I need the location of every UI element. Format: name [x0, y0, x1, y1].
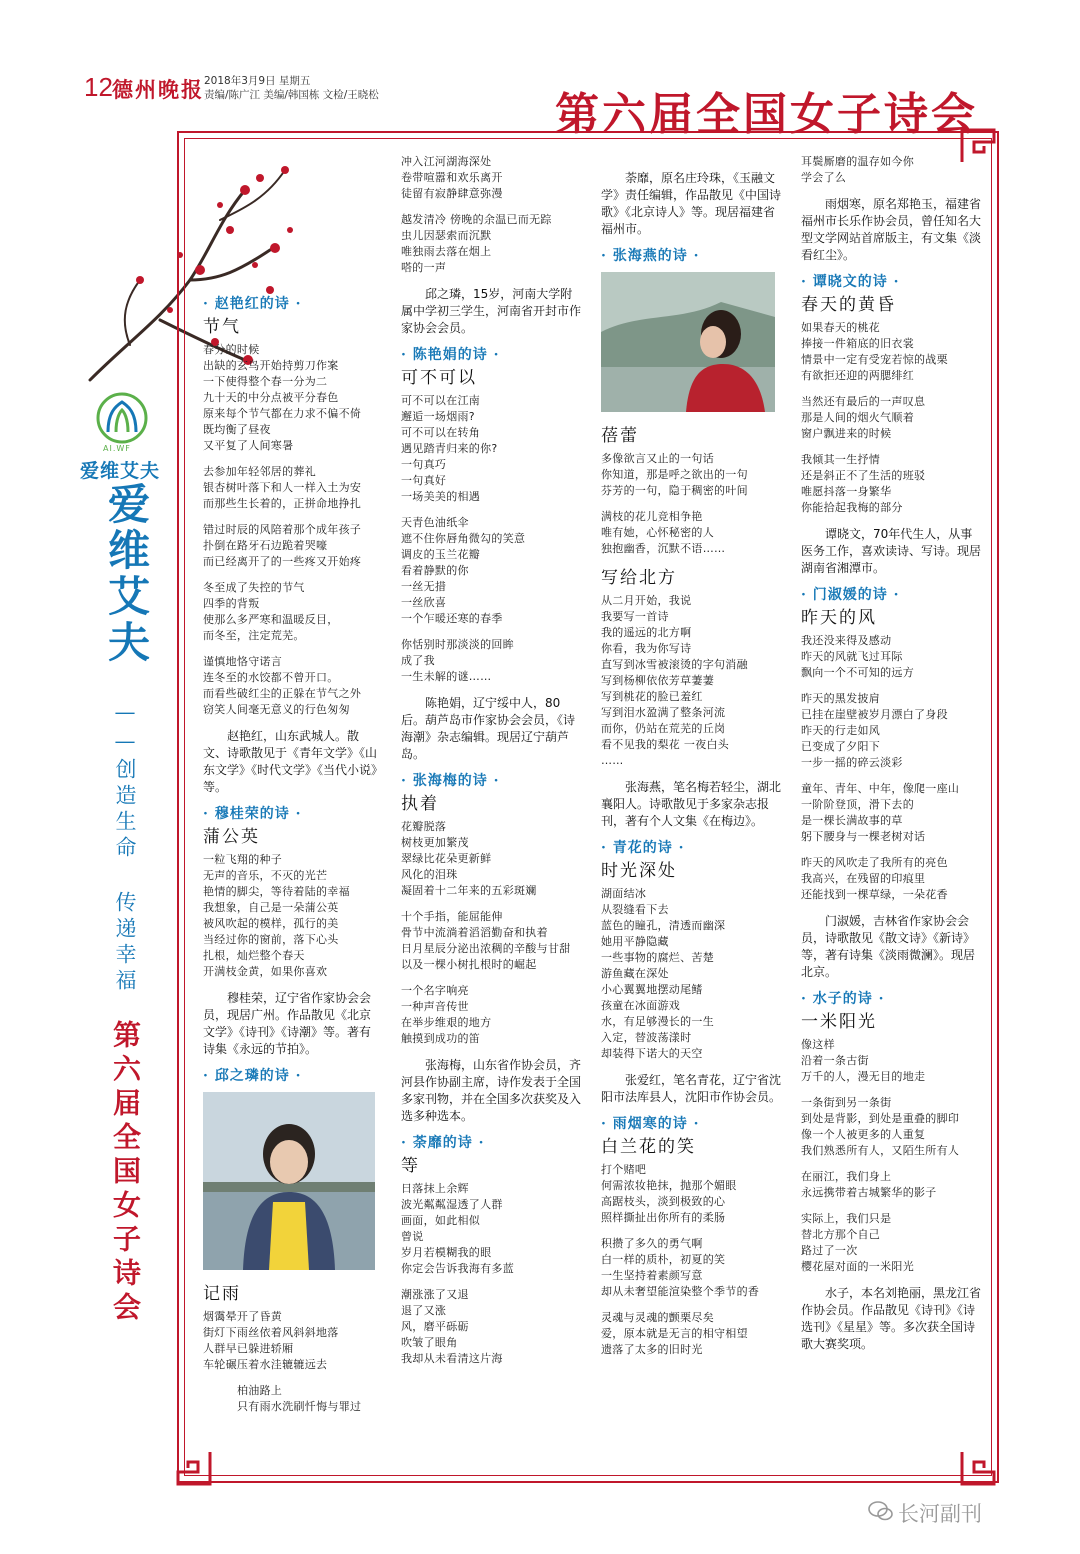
- poem-stanza: [801, 781, 981, 845]
- poem-line: 原来每个节气都在力求不偏不倚: [203, 407, 362, 420]
- poem-line: 虫儿因瑟索而沉默: [401, 229, 492, 242]
- poem-line: 打个赌吧: [601, 1163, 647, 1176]
- poem-line: 可不可以在江南: [401, 394, 481, 407]
- poem-line: 像这样: [801, 1038, 835, 1051]
- brand-logo-sub: AI.WF: [103, 444, 131, 453]
- poem-line: 错过时辰的风陪着那个成年孩子: [203, 523, 362, 536]
- poem-line: 扑倒在路牙石边跪着哭嚎: [203, 539, 328, 552]
- poem-line: 凝固着十二年来的五彩斑斓: [401, 884, 537, 897]
- poem-line: 游鱼藏在深处: [601, 967, 669, 980]
- poem-line: 被风吹起的模样，孤行的美: [203, 917, 339, 930]
- poem-line: 你恬别时那淡淡的回眸: [401, 638, 514, 651]
- poem-line: 画面，如此相似: [401, 1214, 481, 1227]
- poem-line: 却装得下诺大的天空: [601, 1047, 703, 1060]
- poem-line: 一下使得整个春一分为二: [203, 375, 328, 388]
- poem-line: 九十天的中分点被平分春色: [203, 391, 339, 404]
- poem-line: 我倾其一生抒情: [801, 453, 881, 466]
- newspaper-logo: 德州晚报: [112, 77, 204, 102]
- poem-line: 连冬至的水饺都不曾开口。: [203, 671, 339, 684]
- poem-line: 卷带喧嚣和欢乐离开: [401, 171, 503, 184]
- poem-title: 春天的黄昏: [801, 295, 896, 315]
- poem-line: 独抱幽香，沉默不语……: [601, 542, 726, 555]
- poem-line: 一个乍暖还寒的春季: [401, 612, 503, 625]
- poem-line: 而看些破红尘的正躲在节气之外: [203, 687, 362, 700]
- frame-corner-ornament-icon: [960, 1450, 996, 1486]
- section-heading: · 陈艳娟的诗 ·: [401, 347, 500, 363]
- poem-line: 邂逅一场烟雨?: [401, 410, 475, 423]
- poem-line: 在丽江，我们身上: [801, 1170, 892, 1183]
- poem-line: 以及一棵小树扎根时的崛起: [401, 958, 537, 971]
- poem-title: 蒲公英: [203, 827, 260, 847]
- brand-emblem-icon: [86, 392, 158, 444]
- poem-line: 多像欲言又止的一句话: [601, 452, 714, 465]
- author-photo: [601, 272, 781, 417]
- poem-line: 直写到冰雪被滚烫的字句消融: [601, 658, 748, 671]
- poem-stanza: [203, 342, 381, 454]
- author-bio: 穆桂荣，辽宁省作家协会会员，现居广州。作品散见《北京文学》《诗刊》《诗潮》等。著有诗集《永远的节拍》。: [203, 991, 372, 1056]
- poem-stanza: [401, 212, 581, 276]
- author-bio: 张爱红，笔名青花，辽宁省沈阳市法库县人，沈阳市作协会员。: [601, 1073, 782, 1104]
- watermark-text: 长河副刊: [898, 1502, 982, 1526]
- column-3: [601, 164, 781, 1368]
- section-heading: · 穆桂荣的诗 ·: [203, 806, 302, 822]
- poem-stanza: [203, 580, 381, 644]
- poem-line: 昨天的黑发披肩: [801, 692, 881, 705]
- date-line: 2018年3月9日 星期五: [204, 75, 311, 87]
- author-bio: 邱之璘，15岁，河南大学附属中学初三学生，河南省开封市作家协会会员。: [401, 287, 582, 335]
- poem-line: 湖面结冰: [601, 887, 647, 900]
- author-bio: 荼靡，原名庄玲珠，《玉融文学》责任编辑，作品散见《中国诗歌》《北京诗人》等。现居福建省福州市。: [601, 171, 782, 236]
- poem-line: 一些事物的腐烂、苦楚: [601, 951, 714, 964]
- author-bio: 门淑媛，吉林省作家协会会员，诗歌散见《散文诗》《新诗》等，著有诗集《淡雨微澜》。现居北京。: [801, 914, 976, 979]
- section-heading: · 张海燕的诗 ·: [601, 248, 700, 264]
- brand-name-vertical: 爱维艾夫: [102, 482, 151, 666]
- poem-stanza: [401, 154, 581, 202]
- poem-line: 出缺的玄鸟开始持剪刀作案: [203, 359, 339, 372]
- poem-line: 日落抹上余辉: [401, 1182, 469, 1195]
- poem-line: 一条街到另一条街: [801, 1096, 892, 1109]
- poem-line: 遗落了太多的旧时光: [601, 1343, 703, 1356]
- poem-line: 只有雨水洗刷忏悔与罪过: [237, 1400, 362, 1413]
- poem-line: 已挂在崖壁被岁月漂白了身段: [801, 708, 948, 721]
- poem-line: 徒留有寂静肆意弥漫: [401, 187, 503, 200]
- poem-line: 当经过你的窗前，落下心头: [203, 933, 339, 946]
- poem-line: 柏油路上: [237, 1384, 283, 1397]
- poem-line: 骨节中流淌着滔滔勤奋和执着: [401, 926, 548, 939]
- section-heading: · 张海梅的诗 ·: [401, 773, 500, 789]
- poem-line: 从二月开始，我说: [601, 594, 692, 607]
- poem-line: 唯有她，心怀秘密的人: [601, 526, 714, 539]
- poem-stanza: [203, 1383, 381, 1415]
- poem-line: 去参加年轻邻居的葬礼: [203, 465, 316, 478]
- poem-line: 你看，我为你写诗: [601, 642, 692, 655]
- poem-line: 我想象，自己是一朵蒲公英: [203, 901, 339, 914]
- poem-line: 有欲拒还迎的两腮绯红: [801, 369, 914, 382]
- poem-line: 一生坚持着素颜写意: [601, 1269, 703, 1282]
- poem-line: 吹皱了眼角: [401, 1336, 458, 1349]
- poem-line: 而已经离开了的一些疼又开始疼: [203, 555, 362, 568]
- poem-line: 芬芳的一句，隐于稠密的叶间: [601, 484, 748, 497]
- poem-line: 万千的人，漫无目的地走: [801, 1070, 926, 1083]
- poem-line: 孩童在冰面游戏: [601, 999, 681, 1012]
- poem-line: 日月星辰分泌出浓稠的辛酸与甘甜: [401, 942, 571, 955]
- poem-line: 而你，仍站在荒芜的丘岗: [601, 722, 726, 735]
- poem-line: 灵魂与灵魂的颤栗尽矣: [601, 1311, 714, 1324]
- poem-line: 四季的背叛: [203, 597, 260, 610]
- frame-corner-ornament-icon: [176, 1450, 212, 1486]
- poem-line: 嗒的一声: [401, 261, 447, 274]
- poem-stanza: [203, 464, 381, 512]
- poem-line: 风，磨平砾砺: [401, 1320, 469, 1333]
- poem-line: 一丝无措: [401, 580, 447, 593]
- poem-line: 我要写一首诗: [601, 610, 669, 623]
- poem-line: 我们熟悉所有人，又陌生所有人: [801, 1144, 960, 1157]
- poem-line: 一句真巧: [401, 458, 447, 471]
- poem-stanza: [203, 654, 381, 718]
- section-heading: · 谭晓文的诗 ·: [801, 274, 900, 290]
- poem-line: 学会了么: [801, 171, 847, 184]
- poem-stanza: [801, 1037, 981, 1085]
- poem-stanza: [801, 691, 981, 771]
- brand-logo-text: 爱维艾夫: [80, 460, 161, 482]
- poem-line: 一种声音传世: [401, 1000, 469, 1013]
- poem-line: 窃笑人间毫无意义的行色匆匆: [203, 703, 350, 716]
- poem-line: 白一样的质朴，初夏的笑: [601, 1253, 726, 1266]
- poem-line: 谨慎地恪守诺言: [203, 655, 283, 668]
- poem-title: 写给北方: [601, 568, 677, 588]
- poem-stanza: [203, 522, 381, 570]
- poem-line: 我的遥远的北方啊: [601, 626, 692, 639]
- poem-line: 小心翼翼地摆动尾鳍: [601, 983, 703, 996]
- poem-title: 记雨: [203, 1284, 241, 1304]
- poem-line: 而那些生长着的，正拼命地挣扎: [203, 497, 362, 510]
- event-title-vertical: 第六届全国女子诗会: [109, 1020, 142, 1326]
- poem-stanza: [801, 1095, 981, 1159]
- poem-line: 我却从未看清这片海: [401, 1352, 503, 1365]
- poem-line: 一粒飞翔的种子: [203, 853, 283, 866]
- poem-title: 昨天的风: [801, 608, 877, 628]
- poem-line: 当然还有最后的一声叹息: [801, 395, 926, 408]
- column-1: [203, 286, 381, 1425]
- wechat-icon: [868, 1500, 894, 1522]
- poem-line: 调皮的玉兰花瓣: [401, 548, 481, 561]
- poem-line: 翠绿比花朵更新鲜: [401, 852, 492, 865]
- poem-line: 永远携带着古城繁华的影子: [801, 1186, 937, 1199]
- poem-line: 从裂缝看下去: [601, 903, 669, 916]
- poem-line: 替北方那个自己: [801, 1228, 881, 1241]
- poem-line: 冲入江河湖海深处: [401, 155, 492, 168]
- section-heading: · 门淑媛的诗 ·: [801, 587, 900, 603]
- poem-line: 天青色油纸伞: [401, 516, 469, 529]
- poem-line: 冬至成了失控的节气: [203, 581, 305, 594]
- poem-line: 她用平静隐藏: [601, 935, 669, 948]
- poem-line: 银杏树叶落下和人一样入土为安: [203, 481, 362, 494]
- poem-line: 成了我: [401, 654, 435, 667]
- poem-line: 蓝色的瞳孔，清透而幽深: [601, 919, 726, 932]
- poem-line: 既均衡了昼夜: [203, 423, 271, 436]
- poem-line: 波光粼粼湿透了人群: [401, 1198, 503, 1211]
- poem-line: 昨天的风就飞过耳际: [801, 650, 903, 663]
- poem-line: 入定，替波荡漾时: [601, 1031, 692, 1044]
- poem-stanza: [401, 393, 581, 505]
- poem-stanza: [801, 855, 981, 903]
- poem-line: 车轮碾压着水洼辘辘远去: [203, 1358, 328, 1371]
- poem-line: 街灯下雨丝依着风斜斜地落: [203, 1326, 339, 1339]
- author-bio: 张海燕，笔名梅若轻尘，湖北襄阳人。诗歌散见于多家杂志报刊，著有个人文集《在梅边》。: [601, 780, 782, 828]
- poem-line: 唯独雨去落在烟上: [401, 245, 492, 258]
- poem-line: 爱，原本就是无言的相守相望: [601, 1327, 748, 1340]
- brand-slogan-vertical: ——创造生命 传递幸福: [113, 700, 137, 995]
- poem-line: 还是斜正不了生活的班驳: [801, 469, 926, 482]
- author-portrait-image: [601, 272, 775, 412]
- poem-line: 风化的泪珠: [401, 868, 458, 881]
- poem-line: 像一个人被更多的人重复: [801, 1128, 926, 1141]
- author-bio: 雨烟寒，原名郑艳玉，福建省福州市长乐作协会员，曾任知名大型文学网站首席版主，有文集《淡看红尘》。: [801, 197, 982, 262]
- poem-stanza: [601, 1236, 781, 1300]
- poem-stanza: [401, 515, 581, 627]
- poem-stanza: [801, 1169, 981, 1201]
- section-heading: · 荼靡的诗 ·: [401, 1135, 485, 1151]
- poem-title: 蓓蕾: [601, 426, 639, 446]
- poem-line: 你知道，那是呼之欲出的一句: [601, 468, 748, 481]
- poem-line: 烟霭晕开了昏黄: [203, 1310, 283, 1323]
- poem-line: 我高兴，在残留的印痕里: [801, 872, 926, 885]
- poem-line: 遮不住你唇角微勾的笑意: [401, 532, 526, 545]
- author-bio: 张海梅，山东省作协会员，齐河县作协副主席，诗作发表于全国多家刊物，并在全国多次获奖及入选多种选本。: [401, 1058, 582, 1123]
- poem-line: 积攒了多久的勇气啊: [601, 1237, 703, 1250]
- poem-stanza: [601, 451, 781, 499]
- page-number: 12: [84, 72, 113, 102]
- poem-line: 退了又涨: [401, 1304, 447, 1317]
- poem-stanza: [801, 320, 981, 384]
- poem-line: 路过了一次: [801, 1244, 858, 1257]
- section-heading: · 雨烟寒的诗 ·: [601, 1116, 700, 1132]
- poem-line: 一生未解的谜……: [401, 670, 492, 683]
- poem-line: 十个手指，能屈能伸: [401, 910, 503, 923]
- poem-line: 躬下腰身与一棵老树对话: [801, 830, 926, 843]
- poem-line: 那是人间的烟火气顺着: [801, 411, 914, 424]
- section-heading: · 青花的诗 ·: [601, 840, 685, 856]
- author-bio: 赵艳红，山东武城人。散文、诗歌散见于《青年文学》《山东文学》《时代文学》《当代小说》等。: [203, 729, 378, 794]
- poem-stanza: [801, 633, 981, 681]
- poem-line: 是一棵长满故事的草: [801, 814, 903, 827]
- poem-title: 时光深处: [601, 861, 677, 881]
- poem-stanza: [601, 1162, 781, 1226]
- author-bio: 陈艳娟，辽宁绥中人，80后。葫芦岛市作家协会会员，《诗海潮》杂志编辑。现居辽宁葫芦岛。: [401, 696, 576, 761]
- poem-title: 等: [401, 1156, 420, 1176]
- poem-stanza: [203, 852, 381, 980]
- poem-line: 曾说: [401, 1230, 424, 1243]
- poem-line: 看着静默的你: [401, 564, 469, 577]
- column-4: [801, 154, 981, 1363]
- poem-line: 花瓣脱落: [401, 820, 447, 833]
- poem-line: 童年、青年、中年，像爬一座山: [801, 782, 960, 795]
- author-photo: [203, 1092, 381, 1275]
- poem-line: 潮涨涨了又退: [401, 1288, 469, 1301]
- editors-line: 责编/陈广江 美编/韩国栋 文检/王晓松: [204, 89, 379, 101]
- poem-title: 可不可以: [401, 368, 477, 388]
- poem-stanza: [401, 1287, 581, 1367]
- poem-stanza: [601, 886, 781, 1062]
- poem-line: 到处是背影，到处是重叠的脚印: [801, 1112, 960, 1125]
- poem-line: 可不可以在转角: [401, 426, 481, 439]
- poem-line: 樱花屋对面的一米阳光: [801, 1260, 914, 1273]
- poem-stanza: [601, 593, 781, 769]
- poem-line: 水，有足够漫长的一生: [601, 1015, 714, 1028]
- poem-line: 人群早已躲进轿厢: [203, 1342, 294, 1355]
- poem-line: 高踞枝头，淡到极致的心: [601, 1195, 726, 1208]
- poem-line: 唯愿抖落一身繁华: [801, 485, 892, 498]
- poem-stanza: [801, 394, 981, 442]
- issue-meta: [204, 74, 379, 102]
- poem-line: 已变成了夕阳下: [801, 740, 881, 753]
- column-2: [401, 154, 581, 1377]
- poem-line: 一阶阶登顶，滑下去的: [801, 798, 914, 811]
- poem-line: 却从未奢望能渲染整个季节的香: [601, 1285, 760, 1298]
- poem-line: 触摸到成功的笛: [401, 1032, 481, 1045]
- author-bio: 水子，本名刘艳丽，黑龙江省作协会员。作品散见《诗刊》《诗选刊》《星星》等。多次获全国诗歌大赛奖项。: [801, 1286, 982, 1351]
- poem-line: 照样撕扯出你所有的柔肠: [601, 1211, 726, 1224]
- poem-line: 写到桃花的脸已羞红: [601, 690, 703, 703]
- poem-line: 还能找到一棵草绿，一朵花香: [801, 888, 948, 901]
- poem-line: 昨天的风吹走了我所有的亮色: [801, 856, 948, 869]
- poem-line: 看不见我的梨花 一夜白头: [601, 738, 730, 751]
- poem-stanza: [401, 637, 581, 685]
- section-heading: · 赵艳红的诗 ·: [203, 296, 302, 312]
- author-portrait-image: [203, 1092, 375, 1270]
- author-bio: 谭晓文，70年代生人，从事医务工作，喜欢读诗、写诗。现居湖南省湘潭市。: [801, 527, 982, 575]
- poem-line: 一场美美的相遇: [401, 490, 481, 503]
- poem-stanza: [203, 1309, 381, 1373]
- poem-line: 使那么多严寒和温暖反目，: [203, 613, 339, 626]
- poem-line: 何需浓妆艳抹，抛那个媚眼: [601, 1179, 737, 1192]
- poem-line: 在举步维艰的地方: [401, 1016, 492, 1029]
- poem-line: 岁月若模糊我的眼: [401, 1246, 492, 1259]
- poem-stanza: [801, 154, 981, 186]
- poem-line: 飘向一个不可知的远方: [801, 666, 914, 679]
- poem-line: 实际上，我们只是: [801, 1212, 892, 1225]
- poem-line: 树枝更加繁茂: [401, 836, 469, 849]
- poem-line: 你能拾起我梅的部分: [801, 501, 903, 514]
- poem-title: 节气: [203, 317, 241, 337]
- poem-line: 春分的时候: [203, 343, 260, 356]
- poem-line: 你定会告诉我海有多蓝: [401, 1262, 514, 1275]
- poem-stanza: [601, 1310, 781, 1358]
- poem-line: 写到杨柳依依芳草萋萋: [601, 674, 714, 687]
- poem-line: 沿着一条古街: [801, 1054, 869, 1067]
- poem-line: 捧接一件箱底的旧衣裳: [801, 337, 914, 350]
- poem-stanza: [401, 1181, 581, 1277]
- poem-title: 白兰花的笑: [601, 1137, 696, 1157]
- poem-line: 一步一摇的碎云淡彩: [801, 756, 903, 769]
- poem-line: 艳情的脚尖，等待着陆的幸福: [203, 885, 350, 898]
- poem-line: 而冬至，注定荒芜。: [203, 629, 305, 642]
- poem-stanza: [801, 1211, 981, 1275]
- poem-line: 写到泪水盈满了整条河流: [601, 706, 726, 719]
- poem-line: 窗户飘进来的时候: [801, 427, 892, 440]
- poem-line: 满枝的花儿竞相争艳: [601, 510, 703, 523]
- section-heading: · 水子的诗 ·: [801, 991, 885, 1007]
- poem-line: 越发清冷 傍晚的余温已而无踪: [401, 213, 552, 226]
- poem-line: 我还没来得及感动: [801, 634, 892, 647]
- poem-line: 无声的音乐，不灭的光芒: [203, 869, 328, 882]
- poem-line: 又平复了人间寒暑: [203, 439, 294, 452]
- poem-title: 一米阳光: [801, 1012, 877, 1032]
- poem-line: 情景中一定有受宠若惊的战栗: [801, 353, 948, 366]
- poem-stanza: [401, 819, 581, 899]
- poem-line: 昨天的行走如风: [801, 724, 881, 737]
- poem-line: 开满枝金黄，如果你喜欢: [203, 965, 328, 978]
- poem-line: 一句真好: [401, 474, 447, 487]
- poem-line: 扎根，灿烂整个春天: [203, 949, 305, 962]
- poem-line: 遇见踏青归来的你?: [401, 442, 498, 455]
- poem-line: 一个名字响亮: [401, 984, 469, 997]
- poem-stanza: [401, 909, 581, 973]
- feature-title: 第六届全国女子诗会: [555, 89, 978, 140]
- poem-stanza: [401, 983, 581, 1047]
- poem-stanza: [801, 452, 981, 516]
- poem-line: 一丝欣喜: [401, 596, 447, 609]
- poem-line: 耳鬓厮磨的温存如今你: [801, 155, 914, 168]
- poem-stanza: [601, 509, 781, 557]
- poem-title: 执着: [401, 794, 439, 814]
- poem-line: 如果春天的桃花: [801, 321, 881, 334]
- section-heading: · 邱之璘的诗 ·: [203, 1068, 302, 1084]
- poem-line: ……: [601, 754, 624, 767]
